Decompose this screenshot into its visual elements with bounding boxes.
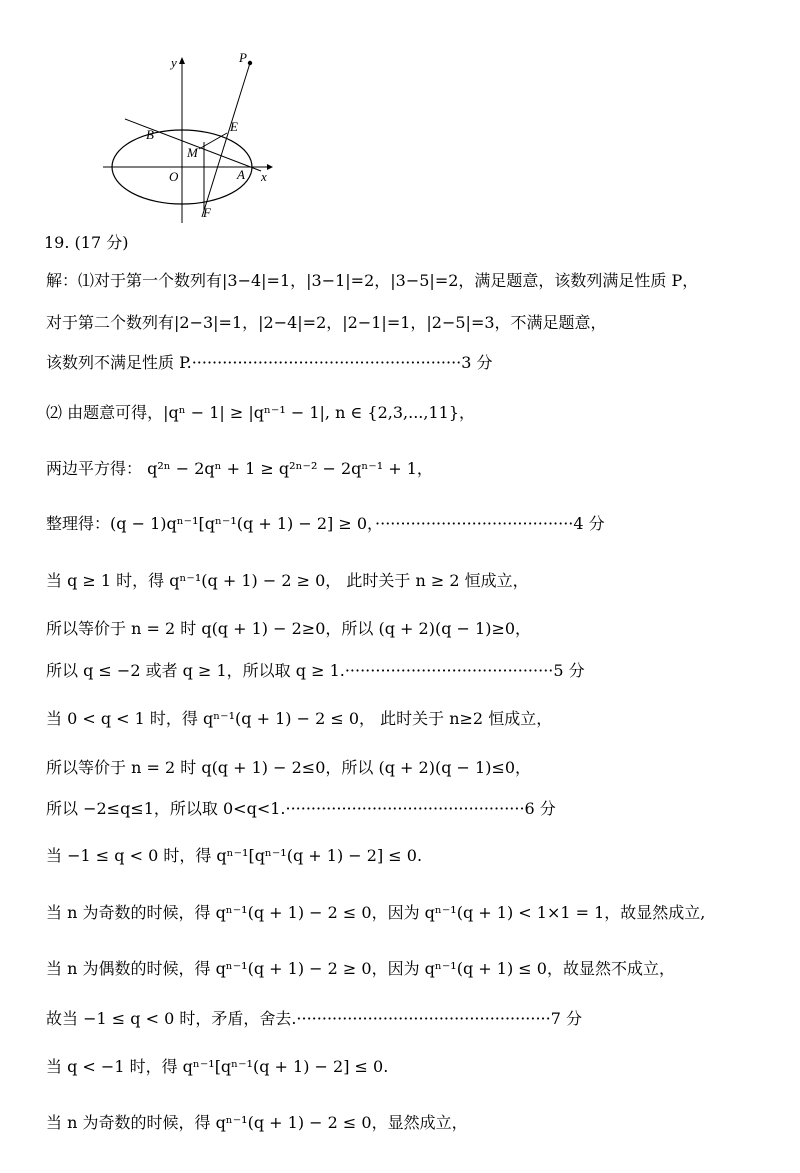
solution-line-14: 当 n 为奇数的时候，得 qⁿ⁻¹(q + 1) − 2 ≤ 0，因为 qⁿ⁻¹(q + 1) < 1×1 = 1，故显然成立, [46,903,706,922]
line-PF [202,63,250,217]
solution-line-11: 所以等价于 n = 2 时 q(q + 1) − 2≤0，所以 (q + 2)(q − 1)≤0， [46,758,532,777]
solution-line-6: 整理得：(q − 1)qⁿ⁻¹[qⁿ⁻¹(q + 1) − 2] ≥ 0，·······································4 分 [46,514,605,533]
solution-line-8: 所以等价于 n = 2 时 q(q + 1) − 2≥0，所以 (q + 2)(q − 1)≥0， [46,619,532,638]
label-M: M [187,145,198,160]
solution-line-17: 当 q < −1 时，得 qⁿ⁻¹[qⁿ⁻¹(q + 1) − 2] ≤ 0. [46,1057,389,1076]
x-axis-arrow [267,164,273,170]
solution-line-18: 当 n 为奇数的时候，得 qⁿ⁻¹(q + 1) − 2 ≤ 0，显然成立， [46,1113,468,1132]
label-E: E [230,119,238,134]
label-A: A [237,167,245,182]
solution-line-1: 解：⑴对于第一个数列有|3−4|=1，|3−1|=2，|3−5|=2，满足题意，该数列满足性质 P， [46,271,699,290]
solution-line-16: 故当 −1 ≤ q < 0 时，矛盾，舍去.··················································7 分 [46,1009,582,1028]
label-B: B [146,127,154,142]
solution-line-5: 两边平方得： q²ⁿ − 2qⁿ + 1 ≥ q²ⁿ⁻² − 2qⁿ⁻¹ + 1， [46,459,433,478]
point-P [248,61,252,65]
label-F: F [203,205,211,220]
problem-heading: 19. (17 分) [44,233,129,252]
solution-line-3: 该数列不满足性质 P.·····················································3 分 [46,353,493,372]
solution-line-7: 当 q ≥ 1 时，得 qⁿ⁻¹(q + 1) − 2 ≥ 0， 此时关于 n ≥ 2 恒成立， [46,571,529,590]
label-P: P [239,50,247,65]
solution-line-15: 当 n 为偶数的时候，得 qⁿ⁻¹(q + 1) − 2 ≥ 0，因为 qⁿ⁻¹(q + 1) ≤ 0，故显然不成立， [46,959,675,978]
solution-line-4: ⑵ 由题意可得，|qⁿ − 1| ≥ |qⁿ⁻¹ − 1|, n ∈ {2,3,...,11}， [46,403,476,422]
solution-line-9: 所以 q ≤ −2 或者 q ≥ 1，所以取 q ≥ 1.·········································5 分 [46,661,585,680]
solution-line-12: 所以 −2≤q≤1，所以取 0<q<1.···············································6 分 [46,799,556,818]
label-y: y [171,55,177,70]
solution-line-2: 对于第二个数列有|2−3|=1，|2−4|=2，|2−1|=1，|2−5|=3，不满足题意， [46,313,607,332]
solution-line-10: 当 0 < q < 1 时，得 qⁿ⁻¹(q + 1) − 2 ≤ 0， 此时关于 n≥2 恒成立， [46,709,553,728]
y-axis-arrow [179,57,185,64]
label-O: O [169,169,179,184]
solution-line-13: 当 −1 ≤ q < 0 时，得 qⁿ⁻¹[qⁿ⁻¹(q + 1) − 2] ≤ 0. [46,846,423,865]
label-x: x [261,169,267,184]
segment-EM [199,133,227,149]
ellipse-figure [95,45,280,230]
